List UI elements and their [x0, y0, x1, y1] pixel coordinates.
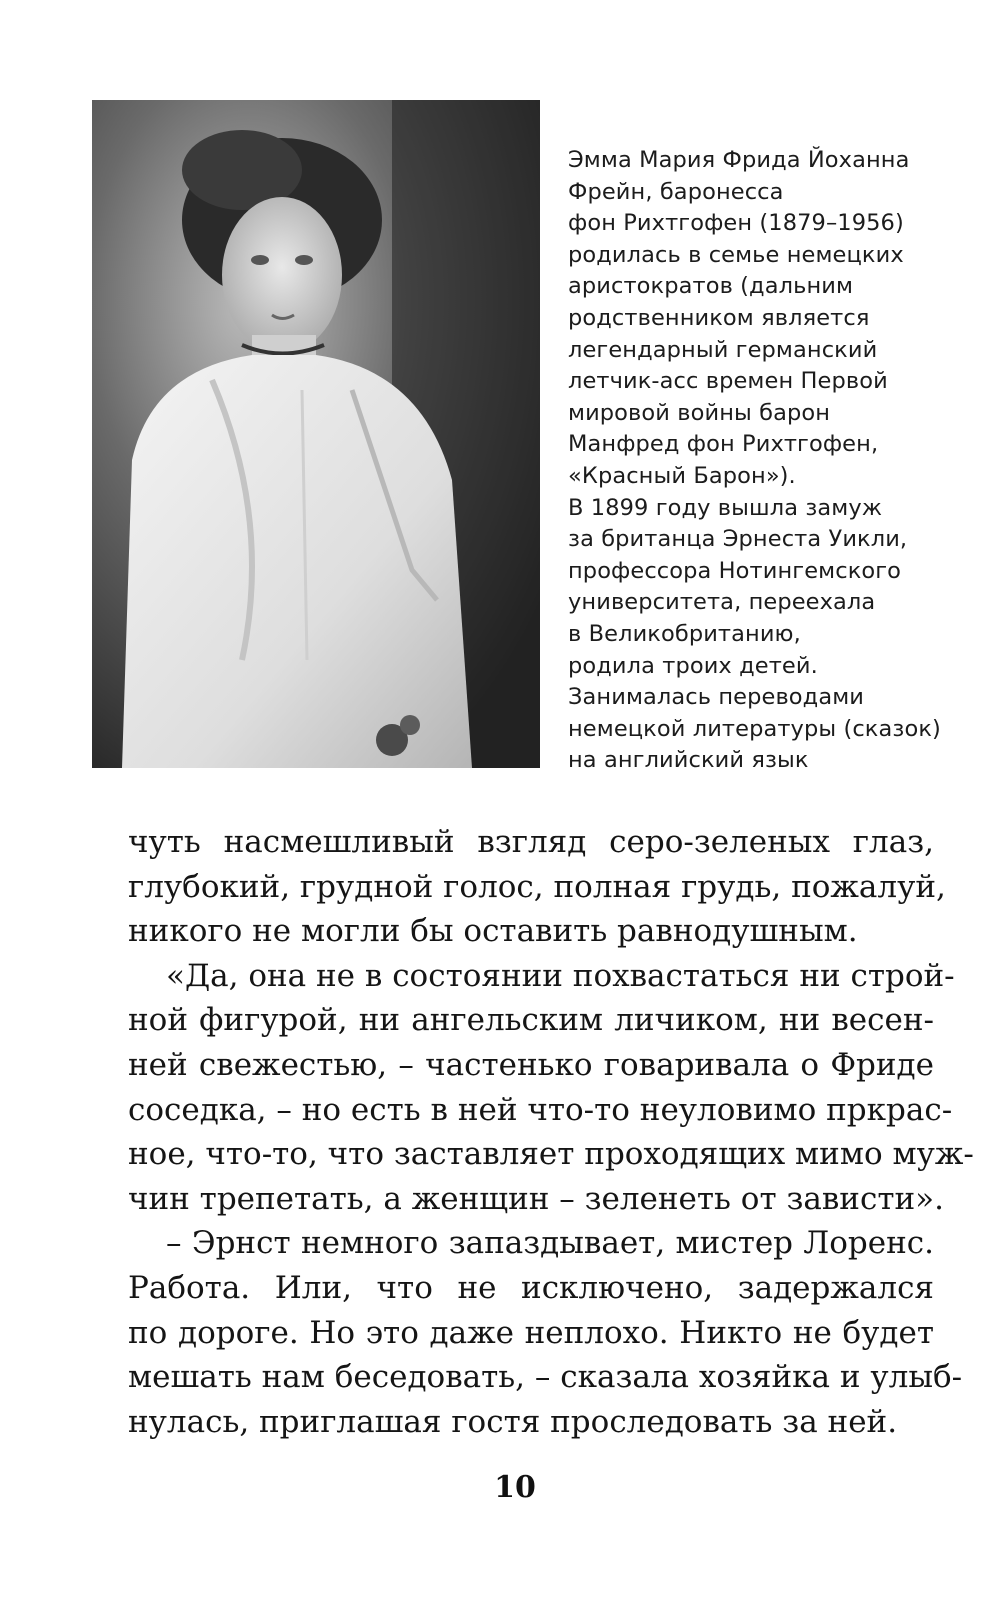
body-text [128, 820, 974, 1444]
body-line: глубокий, грудной голос, полная грудь, пожалуй, [128, 868, 946, 905]
caption-line: Манфред фон Рихтгофен, [568, 431, 879, 458]
portrait-photo-icon [92, 100, 540, 768]
caption-line: родилась в семье немецких [568, 241, 904, 268]
body-line: ное, что-то, что заставляет проходящих мимо муж- [128, 1136, 974, 1173]
body-line: по дороге. Но это даже неплохо. Никто не будет [128, 1314, 934, 1351]
caption-line: немецкой литературы (сказок) [568, 715, 941, 742]
page-number: 10 [494, 1470, 536, 1505]
caption-line: Фрейн, баронесса [568, 178, 784, 205]
caption-line: в Великобританию, [568, 620, 801, 647]
body-line: ней свежестью, – частенько говаривала о Фриде [128, 1046, 934, 1083]
caption-line: за британца Эрнеста Уикли, [568, 526, 908, 553]
caption-line: Эмма Мария Фрида Йоханна [568, 147, 910, 173]
caption-line: университета, переехала [568, 589, 876, 616]
body-line: Работа. Или, что не исключено, задержался [128, 1269, 934, 1306]
portrait-photo [92, 100, 540, 768]
caption-line: на английский язык [568, 747, 809, 774]
caption-line: аристократов (дальним [568, 273, 854, 300]
caption-line: В 1899 году вышла замуж [568, 494, 883, 521]
caption-line: Занималась переводами [568, 684, 865, 711]
caption-line: родила троих детей. [568, 652, 818, 679]
body-line: мешать нам беседовать, – сказала хозяйка и улыб- [128, 1359, 963, 1396]
caption-line: профессора Нотингемского [568, 557, 902, 584]
caption-line: фон Рихтгофен (1879–1956) [568, 210, 904, 237]
body-line: – Эрнст немного запаздывает, мистер Лоренс. [166, 1225, 934, 1262]
body-line: чин трепетать, а женщин – зеленеть от зависти». [128, 1180, 944, 1217]
caption-line: легендарный германский [568, 336, 878, 363]
caption-line: «Красный Барон»). [568, 462, 796, 489]
caption-line: летчик-асс времен Первой [568, 368, 888, 395]
caption-line: мировой войны барон [568, 399, 831, 426]
body-line: «Да, она не в состоянии похвастаться ни строй- [166, 957, 955, 994]
body-line: ной фигурой, ни ангельским личиком, ни весен- [128, 1002, 934, 1039]
body-line: чуть насмешливый взгляд серо-зеленых глаз, [128, 824, 934, 860]
caption-line: родственником является [568, 304, 870, 331]
body-line: нулась, приглашая гостя проследовать за ней. [128, 1403, 898, 1440]
body-line: никого не могли бы оставить равнодушным. [128, 913, 858, 950]
body-line: соседка, – но есть в ней что-то неуловимо пркрас- [128, 1091, 953, 1128]
photo-caption [568, 145, 978, 777]
